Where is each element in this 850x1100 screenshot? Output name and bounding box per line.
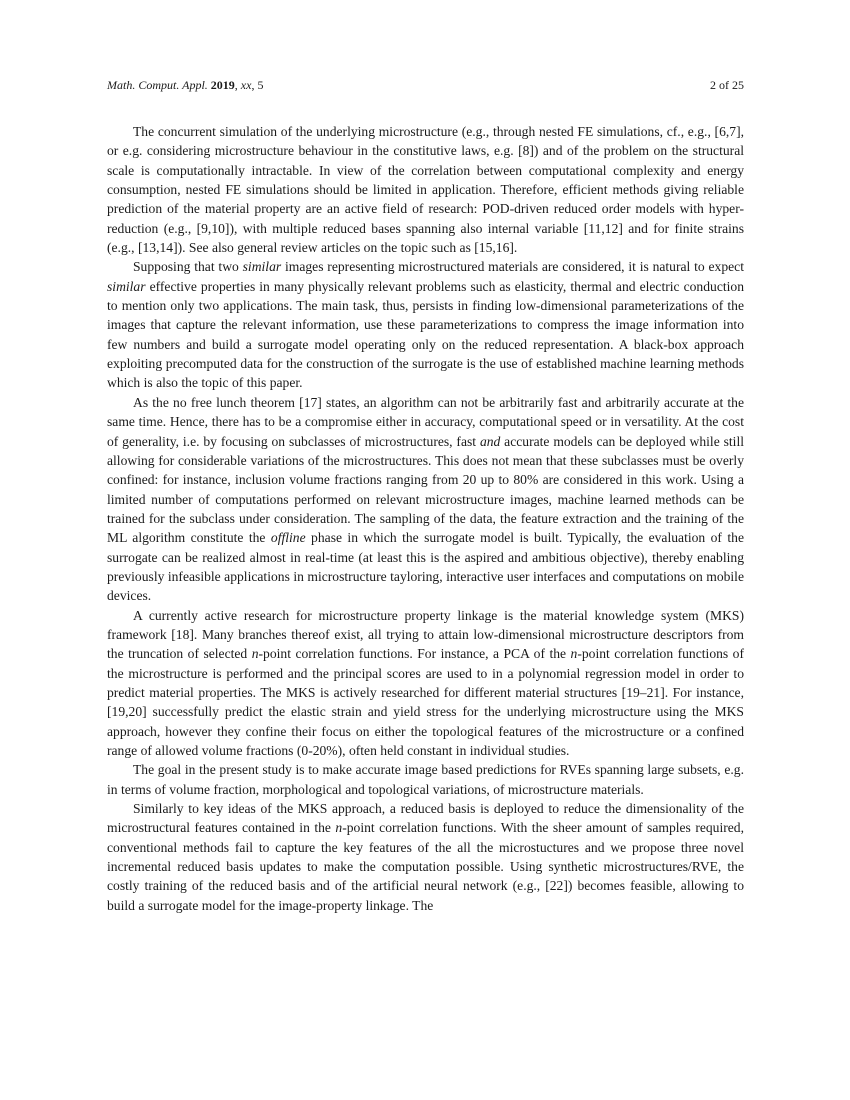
journal-name: Math. Comput. Appl. xyxy=(107,78,208,92)
journal-volume: xx xyxy=(240,78,252,92)
page-number: 2 of 25 xyxy=(710,78,744,92)
journal-year: 2019 xyxy=(210,78,235,92)
paragraph-2: Supposing that two similar images representing microstructured materials are considered, it is natural to expect similar effective properties in many physically relevant problems such as elasticity, thermal and electric conduction to mention only two applications. The main task, thus, persists in finding low-dimensional parameterizations of the images that capture the relevant information, use these parameterizations to compress the image information into few numbers and build a surrogate model operating only on the reduced representation. A black-box approach exploiting precomputed data for the construction of the surrogate is the use of established machine learning methods which is also the topic of this paper. xyxy=(107,259,744,391)
running-header: Math. Comput. Appl. 2019, xx, 5 2 of 25 xyxy=(107,78,744,92)
journal-issue: 5 xyxy=(257,78,264,92)
body-text xyxy=(107,122,744,915)
paragraph-5: The goal in the present study is to make accurate image based predictions for RVEs spanning large subsets, e.g. in terms of volume fraction, morphological and topological variations, of microstructure materials. xyxy=(107,762,744,797)
paragraph-3: As the no free lunch theorem [17] states, an algorithm can not be arbitrarily fast and arbitrarily accurate at the same time. Hence, there has to be a compromise either in accuracy, computational speed or in versatility. At the cost of generality, i.e. by focusing on subclasses of microstructures, fast and accurate models can be deployed while still allowing for considerable variations of the microstructures. This does not mean that these subclasses must be overly confined: for instance, inclusion volume fractions ranging from 20 up to 80% are considered in this work. Using a limited number of computations performed on relevant microstructure images, machine learned methods can be trained for the subclass under consideration. The sampling of the data, the feature extraction and the training of the ML algorithm constitute the offline phase in which the surrogate model is built. Typically, the evaluation of the surrogate can be realized almost in real-time (at least this is the aspired and ambitious objective), thereby enabling previously infeasible applications in microstructure tayloring, interactive user interfaces and computations on mobile devices. xyxy=(107,394,744,604)
paragraph-4: A currently active research for microstructure property linkage is the material knowledge system (MKS) framework [18]. Many branches thereof exist, all trying to attain low-dimensional microstructure descriptors from the truncation of selected n-point correlation functions. For instance, a PCA of the n-point correlation functions of the microstructure is performed and the principal scores are used to in a polynomial regression model in order to predict material properties. The MKS is actively researched for different material structures [19–21]. For instance, [19,20] successfully predict the elastic strain and yield stress for the underlying microstructure using the MKS approach, however they confine their focus on either the topological features of the microstructure or a confined range of allowed volume fractions (0-20%), often held constant in individual studies. xyxy=(107,607,744,758)
paragraph-6: Similarly to key ideas of the MKS approach, a reduced basis is deployed to reduce the dimensionality of the microstructural features contained in the n-point correlation functions. With the sheer amount of samples required, conventional methods fail to capture the key features of the all the microstuctures and we propose three novel incremental reduced basis updates to make the computation possible. Using synthetic microstructures/RVE, the costly training of the reduced basis and of the artificial neural network (e.g., [22]) becomes feasible, allowing to build a surrogate model for the image-property linkage. The xyxy=(107,801,745,913)
paragraph-1: The concurrent simulation of the underlying microstructure (e.g., through nested FE simulations, cf., e.g., [6,7], or e.g. considering microstructure behaviour in the constitutive laws, e.g. [8]) and of the problem on the structural scale is computationally intractable. In view of the correlation between computational complexity and energy consumption, nested FE simulations should be limited in application. Therefore, efficient methods giving reliable prediction of the material property are an active field of research: POD-driven reduced order models with hyper-reduction (e.g., [9,10]), with multiple reduced bases spanning also internal variable [11,12] and for finite strains (e.g., [13,14]). See also general review articles on the topic such as [15,16]. xyxy=(107,124,744,256)
